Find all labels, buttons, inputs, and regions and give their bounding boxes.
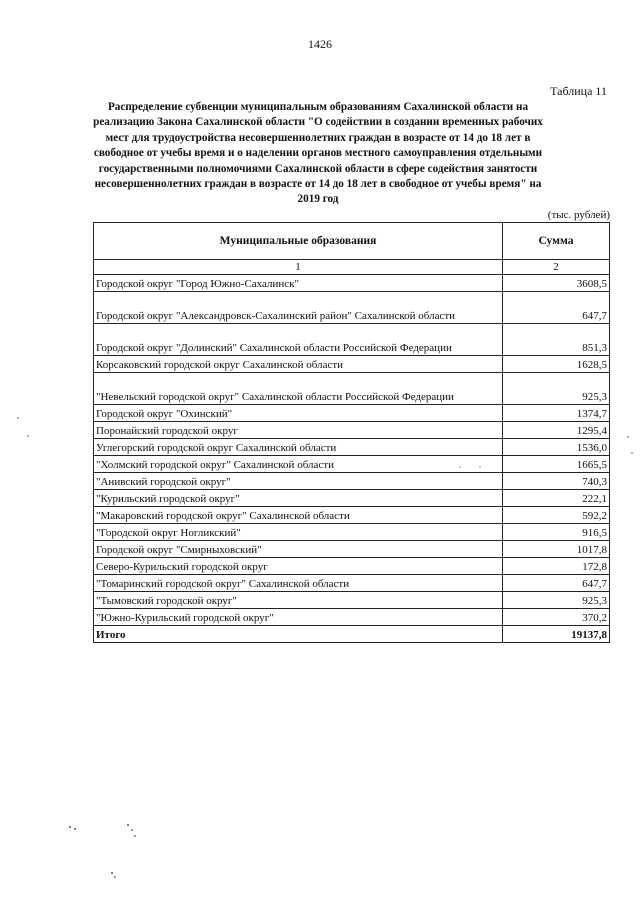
municipality-name: "Томаринский городской округ" Сахалинской области [94,575,503,592]
municipality-name: "Городской округ Ногликский" [94,524,503,541]
header-municipality: Муниципальные образования [94,223,503,260]
amount-value: 647,7 [503,292,610,324]
municipality-name: Углегорский городской округ Сахалинской области [94,439,503,456]
table-row [94,507,610,524]
municipality-name: Городской округ "Смирныховский" [94,541,503,558]
table-row [94,592,610,609]
table-row [94,575,610,592]
title-line: реализацию Закона Сахалинской области "О содействии в создании временных рабочих [93,116,543,129]
total-label: Итого [94,626,503,643]
amount-value: 1536,0 [503,439,610,456]
amount-value: 592,2 [503,507,610,524]
amount-value: 1665,5 [503,456,610,473]
municipality-name: "Анивский городской округ" [94,473,503,490]
municipality-name: Городской округ "Город Южно-Сахалинск" [94,275,503,292]
amount-value: 222,1 [503,490,610,507]
municipality-name: Корсаковский городской округ Сахалинской области [94,356,503,373]
amount-value: 647,7 [503,575,610,592]
amount-value: 1374,7 [503,405,610,422]
table-row [94,422,610,439]
table-header-row [94,223,610,260]
title-line: несовершеннолетних граждан в возрасте от 14 до 18 лет в свободное от учебы время" на [94,178,542,191]
table-row [94,456,610,473]
amount-value: 1628,5 [503,356,610,373]
table-row [94,324,610,356]
municipality-name: "Невельский городской округ" Сахалинской области Российской Федерации [94,373,503,405]
title-line: Распределение субвенции муниципальным образованиям Сахалинской области на [107,101,529,113]
amount-value: 3608,5 [503,275,610,292]
amount-value: 740,3 [503,473,610,490]
table-row [94,439,610,456]
table-row [94,558,610,575]
municipality-name: Поронайский городской округ [94,422,503,439]
municipality-name: Городской округ "Долинский" Сахалинской области Российской Федерации [94,324,503,356]
title-line: мест для трудоустройства несовершеннолетних граждан в возрасте от 14 до 18 лет в [105,131,531,144]
page-number: 1426 [308,37,332,51]
amount-value: 370,2 [503,609,610,626]
table-row [94,609,610,626]
units-note: (тыс. рублей) [547,209,610,221]
amount-value: 916,5 [503,524,610,541]
municipality-name: "Курильский городской округ" [94,490,503,507]
column-number-row [94,260,610,275]
amount-value: 1295,4 [503,422,610,439]
amount-value: 925,3 [503,373,610,405]
table-label: Таблица 11 [550,84,607,98]
document-title [84,100,552,208]
column-number: 1 [94,260,503,275]
table-row [94,292,610,324]
header-amount: Сумма [503,223,610,260]
municipality-name: Городской округ "Охинский" [94,405,503,422]
amount-value: 172,8 [503,558,610,575]
amount-value: 1017,8 [503,541,610,558]
municipality-name: "Холмский городской округ" Сахалинской области [94,456,503,473]
total-row [94,626,610,643]
table-row [94,356,610,373]
table-row [94,541,610,558]
table-row [94,524,610,541]
table-row [94,473,610,490]
title-line: государственными полномочиями Сахалинской области в сфере содействия занятости [98,162,538,175]
total-value: 19137,8 [503,626,610,643]
table-row [94,275,610,292]
municipality-name: "Южно-Курильский городской округ" [94,609,503,626]
municipality-name: "Тымовский городской округ" [94,592,503,609]
amount-value: 851,3 [503,324,610,356]
table-row [94,373,610,405]
column-number: 2 [503,260,610,275]
table-row [94,405,610,422]
municipality-name: Северо-Курильский городской округ [94,558,503,575]
subsidy-table [93,222,610,643]
title-line: свободное от учебы время и о наделении органов местного самоуправления отдельными [93,147,543,160]
title-line: 2019 год [297,193,339,206]
table-row [94,490,610,507]
municipality-name: Городской округ "Александровск-Сахалинский район" Сахалинской области [94,292,503,324]
amount-value: 925,3 [503,592,610,609]
municipality-name: "Макаровский городской округ" Сахалинской области [94,507,503,524]
